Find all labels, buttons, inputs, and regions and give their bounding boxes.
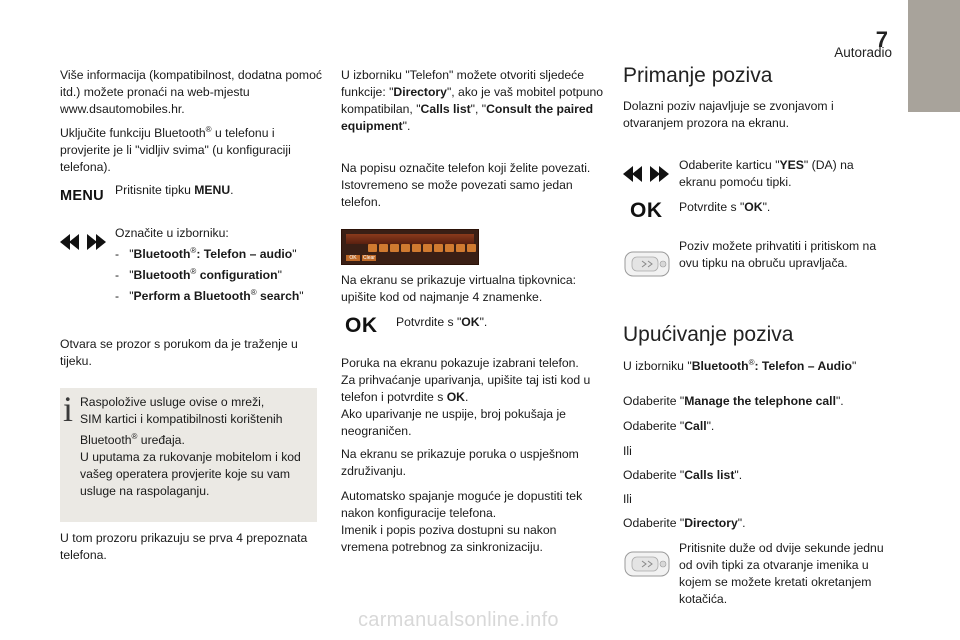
hold-key-instruction: Pritisnite duže od dvije sekunde jednu od ovih tipki za otvaranje imenika u kojem se možete kretati okretanjem kotačića. <box>679 541 884 606</box>
select-call: Odaberite "Call". <box>623 419 715 433</box>
ok-key-icon: OK <box>630 199 663 222</box>
select-intro: Označite u izborniku: <box>115 226 229 240</box>
heading-make-call: Upućivanje poziva <box>623 323 794 346</box>
chapter-tab <box>908 0 960 112</box>
screen-clear-button: Clear <box>363 255 375 261</box>
page-number: 7 <box>875 27 888 52</box>
info-icon: i <box>63 389 74 429</box>
virtual-keyboard-screen <box>341 229 479 265</box>
option-telefon-audio: - "Bluetooth®: Telefon – audio" <box>115 246 297 262</box>
telefon-menu-paragraph: U izborniku "Telefon" možete otvoriti sljedeće funkcije: "Directory", ako je vaš mobitel potpuno kompatibilan, "Calls list", "Consult the paired equipment". <box>341 68 604 133</box>
heading-receive-call: Primanje poziva <box>623 64 773 87</box>
receive-intro: Dolazni poziv najavljuje se zvonjavom i otvaranjem prozora na ekranu. <box>623 99 834 130</box>
or-text: Ili <box>623 492 632 506</box>
screen-keys <box>368 244 476 252</box>
menu-instruction: Pritisnite tipku MENU. <box>115 183 234 197</box>
window-paragraph: Otvara se prozor s porukom da je traženje u tijeku. <box>60 337 298 368</box>
confirm-ok-instruction: Potvrdite s "OK". <box>396 315 488 329</box>
screen-bar <box>346 234 474 244</box>
select-calls-list: Odaberite "Calls list". <box>623 468 743 482</box>
intro-paragraph: Više informacija (kompatibilnost, dodatna pomoć itd.) možete pronaći na web-mjestu www.dsautomobiles.hr. <box>60 68 322 116</box>
screen-ok-button: OK <box>346 255 360 261</box>
watermark: carmanualsonline.info <box>358 609 559 631</box>
bluetooth-paragraph: Uključite funkciju Bluetooth® u telefonu i provjerite je li "vidljiv svima" (u konfiguraciji telefona). <box>60 125 291 175</box>
arrow-keys-icon <box>623 165 669 183</box>
final-paragraph: U tom prozoru prikazuju se prva 4 prepoznata telefona. <box>60 531 308 562</box>
success-paragraph: Na ekranu se prikazuje poruka o uspješnom združivanju. <box>341 447 579 478</box>
call-menu-path: U izborniku "Bluetooth®: Telefon – Audio" <box>623 358 857 374</box>
option-bluetooth-search: - "Perform a Bluetooth® search" <box>115 288 304 304</box>
ok-key-icon: OK <box>345 314 378 337</box>
arrow-keys-icon <box>60 233 106 251</box>
select-phone-paragraph: Na popisu označite telefon koji želite povezati. Istovremeno se može povezati samo jedan telefon. <box>341 161 591 209</box>
section-title: Autoradio <box>834 45 892 60</box>
or-text: Ili <box>623 444 632 458</box>
steering-wheel-button-icon <box>624 551 670 577</box>
select-options <box>115 225 325 305</box>
option-bluetooth-configuration: - "Bluetooth® configuration" <box>115 267 282 283</box>
select-manage-call: Odaberite "Manage the telephone call". <box>623 394 844 408</box>
info-text: Raspoložive usluge ovise o mreži, SIM kartici i kompatibilnosti korištenih Bluetooth® uređaja. U uputama za rukovanje mobitelom i kod vašeg operatera provjerite koje su vam usluge na raspolaganju. <box>80 395 301 499</box>
confirm-ok-instruction: Potvrdite s "OK". <box>679 200 771 214</box>
steering-wheel-button-icon <box>624 251 670 277</box>
auto-connect-paragraph: Automatsko spajanje moguće je dopustiti tek nakon konfiguracije telefona. Imenik i popis poziva dostupni su nakon vremena potrebnog za sinkronizaciju. <box>341 489 583 554</box>
menu-key-icon: MENU <box>60 188 104 204</box>
select-directory: Odaberite "Directory". <box>623 516 746 530</box>
keyboard-paragraph: Na ekranu se prikazuje virtualna tipkovnica: upišite kod od najmanje 4 znamenke. <box>341 273 577 304</box>
pairing-paragraph: Poruka na ekranu pokazuje izabrani telefon. Za prihvaćanje uparivanja, upišite taj isti kod u telefon i potvrdite s OK. Ako uparivanje ne uspije, broj pokušaja je neograničen. <box>341 356 591 438</box>
select-yes-instruction: Odaberite karticu "YES" (DA) na ekranu pomoću tipki. <box>679 158 854 189</box>
wheel-accept-instruction: Poziv možete prihvatiti i pritiskom na ovu tipku na obruču upravljača. <box>679 239 877 270</box>
